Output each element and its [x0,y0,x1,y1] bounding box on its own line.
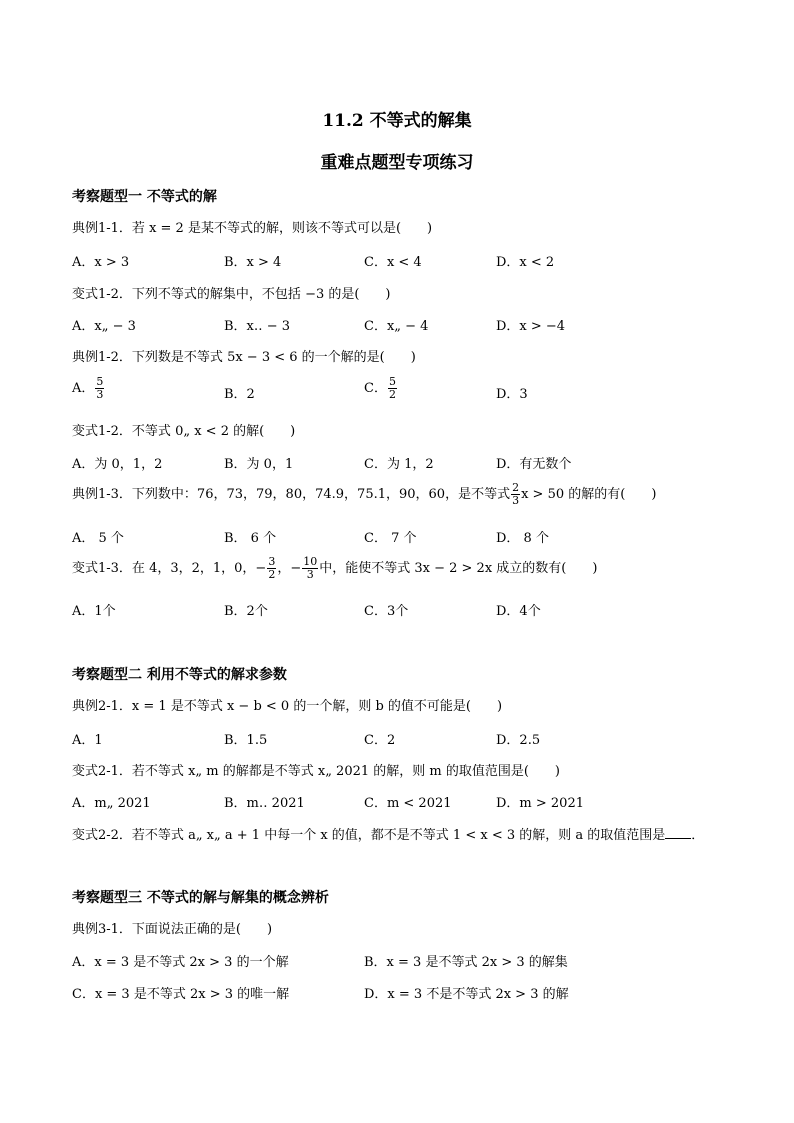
stem-text: ，− [277,561,302,576]
fraction [511,482,520,507]
option-c: C．为 1，2 [364,457,434,472]
fraction [267,556,276,581]
option-a: A．为 0，1，2 [72,457,163,472]
option-d: D．m > 2021 [496,796,584,811]
question-3-1-stem: 典例3-1．下面说法正确的是( ) [72,922,273,937]
option-b: B．x > 4 [224,255,282,270]
option-b: B．2 [224,387,255,402]
fraction-denominator: 3 [512,494,520,507]
section-heading-2: 考察题型二 利用不等式的解求参数 [72,667,287,683]
option-c: C．x < 4 [364,255,422,270]
option-a: A．x„ − 3 [72,319,136,334]
option-b: B．x‥ − 3 [224,319,290,334]
question-2-1-stem: 典例2-1．x = 1 是不等式 x − b < 0 的一个解，则 b 的值不可能是( ) [72,699,503,714]
page-subtitle: 重难点题型专项练习 [320,153,474,173]
option-b: B．1.5 [224,733,268,748]
question-1-5-stem [72,482,656,507]
fraction [302,556,318,581]
option-d: D． 8 个 [496,531,549,546]
option-c-label: C． [364,381,387,396]
stem-text: x > 50 的解的有( ) [521,487,657,502]
option-c: C．3个 [364,604,409,619]
answer-blank[interactable] [665,826,691,839]
option-b: B． 6 个 [224,531,277,546]
option-a [72,376,105,401]
option-d: D．3 [496,387,528,402]
option-a: A．1个 [72,604,116,619]
fraction-denominator: 3 [96,388,104,401]
option-c: C．2 [364,733,396,748]
fraction-numerator: 3 [268,555,276,568]
option-c: C． 7 个 [364,531,417,546]
fraction-denominator: 3 [306,568,314,581]
stem-text: 典例1-3．下列数中：76，73，79，80，74.9，75.1，90，60，是不等式 [72,487,511,502]
question-1-4-stem: 变式1-2．不等式 0„ x < 2 的解( ) [72,424,296,439]
option-b: B．x = 3 是不等式 2x > 3 的解集 [364,955,568,970]
option-d: D．x = 3 不是不等式 2x > 3 的解 [364,987,569,1002]
stem-text: 变式1-3．在 4，3，2，1，0，− [72,561,267,576]
option-c: C．x„ − 4 [364,319,429,334]
option-d: D．x > −4 [496,319,566,334]
option-d: D．有无数个 [496,457,572,472]
option-b: B．2个 [224,604,268,619]
fraction [388,376,397,401]
fraction-numerator: 5 [388,375,396,388]
option-d: D．x < 2 [496,255,555,270]
stem-text: 变式2-2．若不等式 a„ x„ a + 1 中每一个 x 的值，都不是不等式 1 < x < 3 的解，则 a 的取值范围是 [72,828,666,843]
option-b: B．为 0，1 [224,457,294,472]
fraction-numerator: 10 [303,555,318,568]
fraction-numerator: 2 [512,481,520,494]
option-a: A． 5 个 [72,531,124,546]
fraction-denominator: 2 [268,568,276,581]
fraction-numerator: 5 [96,375,104,388]
option-b: B．m‥ 2021 [224,796,305,811]
option-a-label: A． [72,381,95,396]
question-1-3-stem: 典例1-2．下列数是不等式 5x − 3 < 6 的一个解的是( ) [72,350,416,365]
option-d: D．2.5 [496,733,541,748]
page-title: 11.2 不等式的解集 [322,111,472,131]
section-heading-1: 考察题型一 不等式的解 [72,189,217,205]
stem-text: 中，能使不等式 3x − 2 > 2x 成立的数有( ) [319,561,598,576]
option-a: A．x = 3 是不等式 2x > 3 的一个解 [72,955,289,970]
fraction [95,376,104,401]
fraction-denominator: 2 [388,388,396,401]
section-heading-3: 考察题型三 不等式的解与解集的概念辨析 [72,890,329,906]
question-1-2-stem: 变式1-2．下列不等式的解集中，不包括 −3 的是( ) [72,287,391,302]
question-2-3-stem [72,824,704,843]
question-1-1-stem: 典例1-1．若 x = 2 是某不等式的解，则该不等式可以是( ) [72,221,433,236]
option-a: A．x > 3 [72,255,130,270]
option-c: C．x = 3 是不等式 2x > 3 的唯一解 [72,987,290,1002]
option-a: A．m„ 2021 [72,796,151,811]
question-2-2-stem: 变式2-1．若不等式 x„ m 的解都是不等式 x„ 2021 的解，则 m 的取值范围是( ) [72,764,561,779]
stem-text: ． [691,828,705,843]
option-a: A．1 [72,733,103,748]
option-d: D．4个 [496,604,541,619]
question-1-6-stem [72,556,597,581]
option-c [364,376,398,401]
option-c: C．m < 2021 [364,796,452,811]
